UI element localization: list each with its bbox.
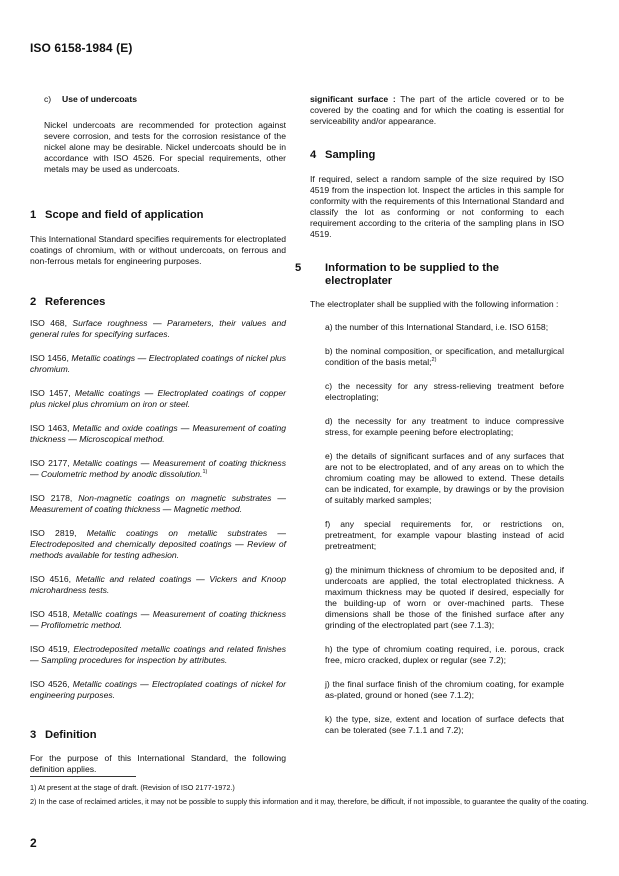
reference-iso-2178 <box>30 493 286 515</box>
reference-code: ISO 1463, <box>30 423 70 433</box>
list-item: g) the minimum thickness of chromium to be deposited and, if undercoats are applied, the total electroplated thickness. A maximum thickness may be quoted if desired, especially for the building-up of worn or over-machined parts. These dimensions shall be those of the finished surface after any grinding of the electroplated part (see 7.1.3); <box>325 565 564 630</box>
reference-iso-4516 <box>30 574 286 596</box>
reference-code: ISO 2178, <box>30 493 73 503</box>
item-c-label: c) <box>44 94 52 104</box>
reference-title: Metallic coatings — Electroplated coatings of nickel plus chromium. <box>30 353 286 374</box>
list-item: h) the type of chromium coating required, i.e. porous, crack free, micro cracked, duplex or regular (see 7.2); <box>325 644 564 665</box>
page-header: ISO 6158-1984 (E) <box>30 41 133 55</box>
reference-title: Metallic coatings on metallic substrates — Electrodeposited and chemically deposited coatings — Review of methods available for testing adhesion. <box>30 528 286 560</box>
reference-title: Metallic coatings — Electroplated coatings of nickel for engineering purposes. <box>30 679 286 700</box>
section-5-heading <box>295 262 564 288</box>
list-item: c) the necessity for any stress-relieving treatment before electroplating; <box>325 381 564 402</box>
left-column <box>30 94 286 775</box>
section-5-number: 5 <box>295 262 302 274</box>
list-item: a) the number of this International Standard, i.e. ISO 6158; <box>325 322 549 332</box>
reference-title: Metallic and oxide coatings — Measurement of coating thickness — Microscopical method. <box>30 423 287 444</box>
reference-code: ISO 4519, <box>30 644 70 654</box>
section-2-heading <box>30 296 286 309</box>
reference-iso-4526 <box>30 679 286 701</box>
section-3-heading <box>30 729 286 742</box>
item-c-text: Nickel undercoats are recommended for protection against severe corrosion, and tests for the corrosion resistance of the nickel alone may be desirable. Nickel undercoats should be in accordance with ISO 4526. For special requirements, other metals may be used as undercoats. <box>44 120 286 174</box>
reference-code: ISO 1457, <box>30 388 71 398</box>
definition-text: The part of the article covered or to be covered by the coating and for which the coating is essential for serviceability and/or appearance. <box>310 94 565 126</box>
item-c-title: Use of undercoats <box>62 94 137 104</box>
list-item: k) the type, size, extent and location of surface defects that can be tolerated (see 7.1.1 and 7.2); <box>325 714 564 735</box>
reference-code: ISO 2819, <box>30 528 77 538</box>
reference-iso-1457 <box>30 388 286 410</box>
information-list <box>310 322 564 736</box>
item-c-heading <box>44 94 286 105</box>
section-2-title: References <box>45 296 106 308</box>
reference-title: Metallic coatings — Measurement of coating thickness — Coulometric method by anodic dissolution. <box>30 458 286 479</box>
reference-iso-2177 <box>30 458 286 480</box>
reference-title: Electrodeposited metallic coatings and related finishes — Sampling procedures for inspection by attributes. <box>30 644 286 665</box>
section-1-title: Scope and field of application <box>45 209 204 221</box>
list-item: d) the necessity for any treatment to induce compressive stress, for example peening before electroplating; <box>325 416 564 437</box>
section-4-number: 4 <box>310 149 317 161</box>
reference-iso-1463 <box>30 423 286 445</box>
list-item-text: b) the nominal composition, or specification, and metallurgical condition of the basis metal; <box>325 346 564 367</box>
list-item: e) the details of significant surfaces and of any surfaces that are not to be electroplated, and of any areas on to which the chromium coating may be allowed to extend. These details can be indicated, for example, by drawings or by the provision of suitably marked samples; <box>325 451 564 505</box>
section-3-number: 3 <box>30 729 37 741</box>
section-5-intro: The electroplater shall be supplied with the following information : <box>310 299 559 309</box>
reference-code: ISO 4526, <box>30 679 70 689</box>
reference-iso-2819 <box>30 528 286 561</box>
section-1-heading <box>30 209 286 222</box>
reference-title: Metallic and related coatings — Vickers and Knoop microhardness tests. <box>30 574 286 595</box>
footnote-2: 2) In the case of reclaimed articles, it may not be possible to supply this information and it may, therefore, be difficult, if not impossible, to guarantee the quality of the coating. <box>30 797 589 806</box>
reference-iso-1456 <box>30 353 286 375</box>
footnote-marker-2: 2) <box>431 357 437 364</box>
section-1-text: This International Standard specifies requirements for electroplated coatings of chromium, with or without undercoats, on ferrous and non-ferrous metals for engineering purposes. <box>30 234 286 266</box>
definition-term: significant surface : <box>310 94 396 104</box>
reference-code: ISO 468, <box>30 318 67 328</box>
page-number: 2 <box>30 836 37 850</box>
section-4-text: If required, select a random sample of the size required by ISO 4519 from the inspection lot. Inspect the articles in this sample for conformity with the requirements of this International Standard and classify the lot as conforming or not conforming to each requirement according to the criteria of the sampling plans in ISO 4519. <box>310 174 564 239</box>
section-4-title: Sampling <box>325 149 376 161</box>
section-5-title: Information to be supplied to the electroplater <box>325 262 500 287</box>
section-3-title: Definition <box>45 729 97 741</box>
section-4-heading <box>310 149 564 162</box>
right-column <box>295 94 565 736</box>
reference-code: ISO 4516, <box>30 574 71 584</box>
reference-iso-468 <box>30 318 286 340</box>
reference-title: Metallic coatings — Measurement of coating thickness — Profilometric method. <box>30 609 286 630</box>
section-2-number: 2 <box>30 296 37 308</box>
footnote-marker-1: 1) <box>202 469 208 476</box>
reference-title: Non-magnetic coatings on magnetic substrates — Measurement of coating thickness — Magnetic method. <box>30 493 286 514</box>
reference-list <box>30 318 286 701</box>
section-3-text: For the purpose of this International Standard, the following definition applies. <box>30 753 286 774</box>
reference-title: Metallic coatings — Electroplated coatings of copper plus nickel plus chromium on iron or steel. <box>30 388 287 409</box>
footnote-1: 1) At present at the stage of draft. (Revision of ISO 2177-1972.) <box>30 783 235 792</box>
reference-title: Surface roughness — Parameters, their values and general rules for specifying surfaces. <box>30 318 287 339</box>
list-item: f) any special requirements for, or restrictions on, pretreatment, for example vapour blasting instead of acid pretreatment; <box>325 519 564 551</box>
footnote-divider <box>30 776 136 777</box>
reference-code: ISO 2177, <box>30 458 70 468</box>
definition-significant-surface <box>310 94 564 127</box>
section-1-number: 1 <box>30 209 37 221</box>
list-item <box>325 346 564 368</box>
reference-code: ISO 1456, <box>30 353 69 363</box>
reference-code: ISO 4518, <box>30 609 70 619</box>
list-item: j) the final surface finish of the chromium coating, for example as-plated, ground or honed (see 7.1.2); <box>325 679 564 700</box>
reference-iso-4518 <box>30 609 286 631</box>
reference-iso-4519 <box>30 644 286 666</box>
